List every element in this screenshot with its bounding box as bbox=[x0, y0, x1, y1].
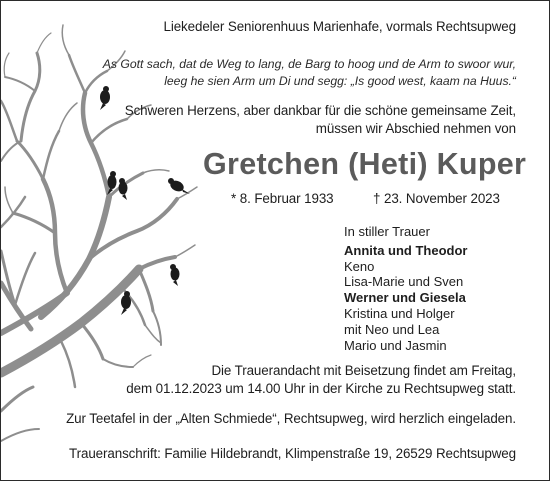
mourner: Lisa-Marie und Sven bbox=[344, 274, 464, 290]
header-line: Liekedeler Seniorenhuus Marienhafe, vormals Rechtsupweg bbox=[163, 19, 516, 34]
service-line: dem 01.12.2023 um 14.00 Uhr in der Kirche zu Rechtsupweg statt. bbox=[126, 381, 516, 396]
motto-line: As Gott sach, dat de Weg to lang, de Barg to hoog und de Arm to swoor wur, bbox=[102, 57, 516, 71]
motto-verse bbox=[103, 56, 516, 90]
service-line: Die Trauerandacht mit Beisetzung findet am Freitag, bbox=[211, 363, 516, 378]
mourner: Mario und Jasmin bbox=[344, 337, 447, 353]
mourner: mit Neo und Lea bbox=[344, 321, 440, 337]
motto-line: leeg he sien Arm um Di und segg: „Is good west, kaam na Huus.“ bbox=[164, 74, 516, 88]
intro-line: Schweren Herzens, aber dankbar für die schöne gemeinsame Zeit, bbox=[124, 103, 516, 118]
service-info bbox=[126, 362, 516, 398]
mourners-heading: In stiller Trauer bbox=[344, 224, 430, 239]
intro-text bbox=[125, 102, 516, 138]
tea-invitation: Zur Teetafel in der „Alten Schmiede“, Rechtsupweg, wird herzlich eingeladen. bbox=[66, 411, 516, 426]
death-date: † 23. November 2023 bbox=[373, 191, 500, 206]
mourning-address: Traueranschrift: Familie Hildebrandt, Klimpenstraße 19, 26529 Rechtsupweg bbox=[69, 446, 516, 461]
birth-date: * 8. Februar 1933 bbox=[231, 191, 334, 206]
deceased-name: Gretchen (Heti) Kuper bbox=[203, 147, 527, 181]
mourners-list bbox=[344, 224, 467, 353]
bird-icon bbox=[170, 264, 180, 286]
mourner-family: Annita und Theodor bbox=[344, 242, 468, 258]
bird-icon bbox=[121, 291, 131, 315]
mourner: Keno bbox=[344, 258, 375, 274]
bird-icon bbox=[168, 178, 190, 194]
mourner: Kristina und Holger bbox=[344, 305, 455, 321]
mourner-family: Werner und Giesela bbox=[344, 290, 466, 306]
intro-line: müssen wir Abschied nehmen von bbox=[315, 121, 516, 136]
